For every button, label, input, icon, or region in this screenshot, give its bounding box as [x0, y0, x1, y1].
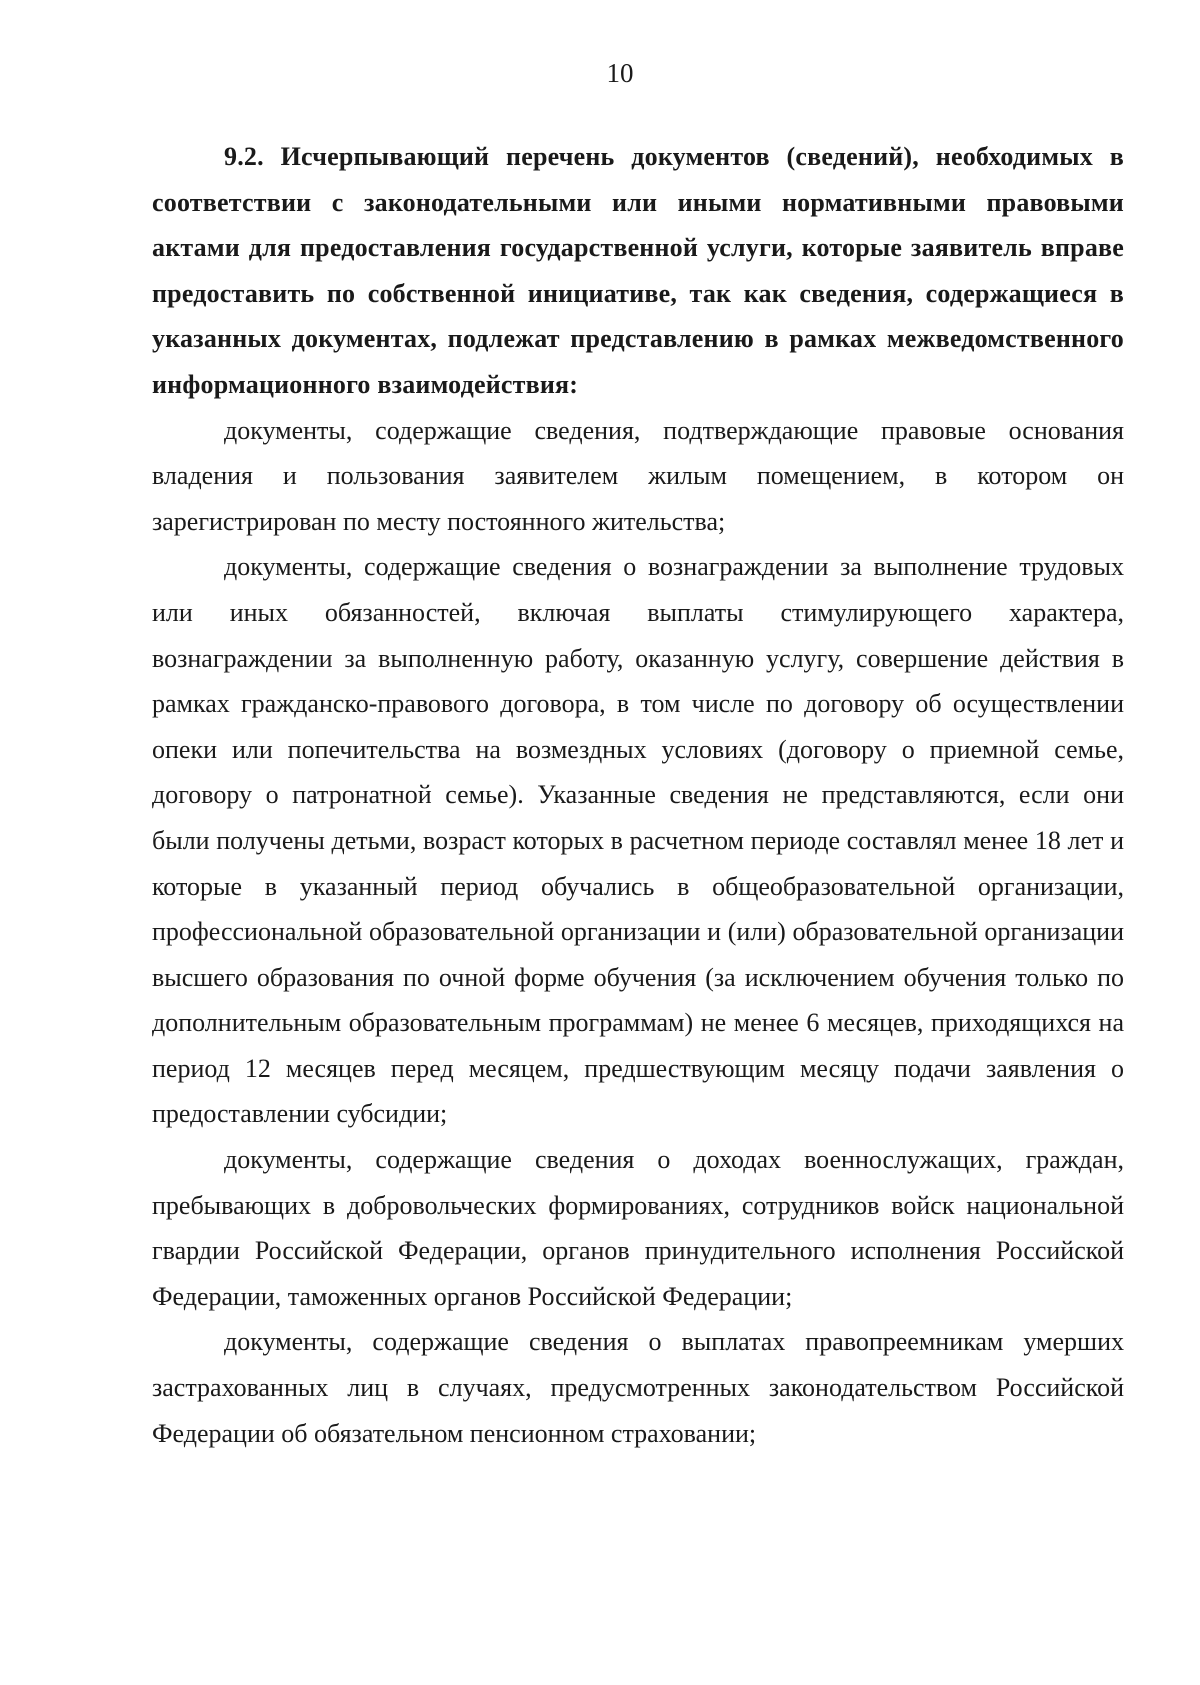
section-heading: 9.2. Исчерпывающий перечень документов (сведений), необходимых в соответствии с законодательными или иными нормативными правовыми актами для предоставления государственной услуги, которые заявитель вправе предоставить по собственной инициативе, так как сведения, содержащиеся в указанных документах, подлежат представлению в рамках межведомственного информационного взаимодействия: [152, 142, 1124, 399]
paragraph-pension-successors-documents: документы, содержащие сведения о выплатах правопреемникам умерших застрахованных лиц в случаях, предусмотренных законодательством Российской Федерации об обязательном пенсионном страховании; [152, 1327, 1124, 1448]
paragraph-military-income-documents: документы, содержащие сведения о доходах военнослужащих, граждан, пребывающих в добровольческих формированиях, сотрудников войск национальной гвардии Российской Федерации, органов принудительного исполнения Российской Федерации, таможенных органов Российской Федерации; [152, 1145, 1124, 1311]
paragraph-remuneration-documents: документы, содержащие сведения о вознаграждении за выполнение трудовых или иных обязанностей, включая выплаты стимулирующего характера, вознаграждении за выполненную работу, оказанную услугу, совершение действия в рамках гражданско-правового договора, в том числе по договору об осуществлении опеки или попечительства на возмездных условиях (договору о приемной семье, договору о патронатной семье). Указанные сведения не представляются, если они были получены детьми, возраст которых в расчетном периоде составлял менее 18 лет и которые в указанный период обучались в общеобразовательной организации, профессиональной образовательной организации и (или) образовательной организации высшего образования по очной форме обучения (за исключением обучения только по дополнительным образовательным программам) не менее 6 месяцев, приходящихся на период 12 месяцев перед месяцем, предшествующим месяцу подачи заявления о предоставлении субсидии; [152, 552, 1124, 1129]
page-number: 10 [606, 58, 634, 88]
document-body [152, 134, 1124, 1456]
paragraph-housing-documents: документы, содержащие сведения, подтверждающие правовые основания владения и пользования заявителем жилым помещением, в котором он зарегистрирован по месту постоянного жительства; [152, 415, 1124, 536]
